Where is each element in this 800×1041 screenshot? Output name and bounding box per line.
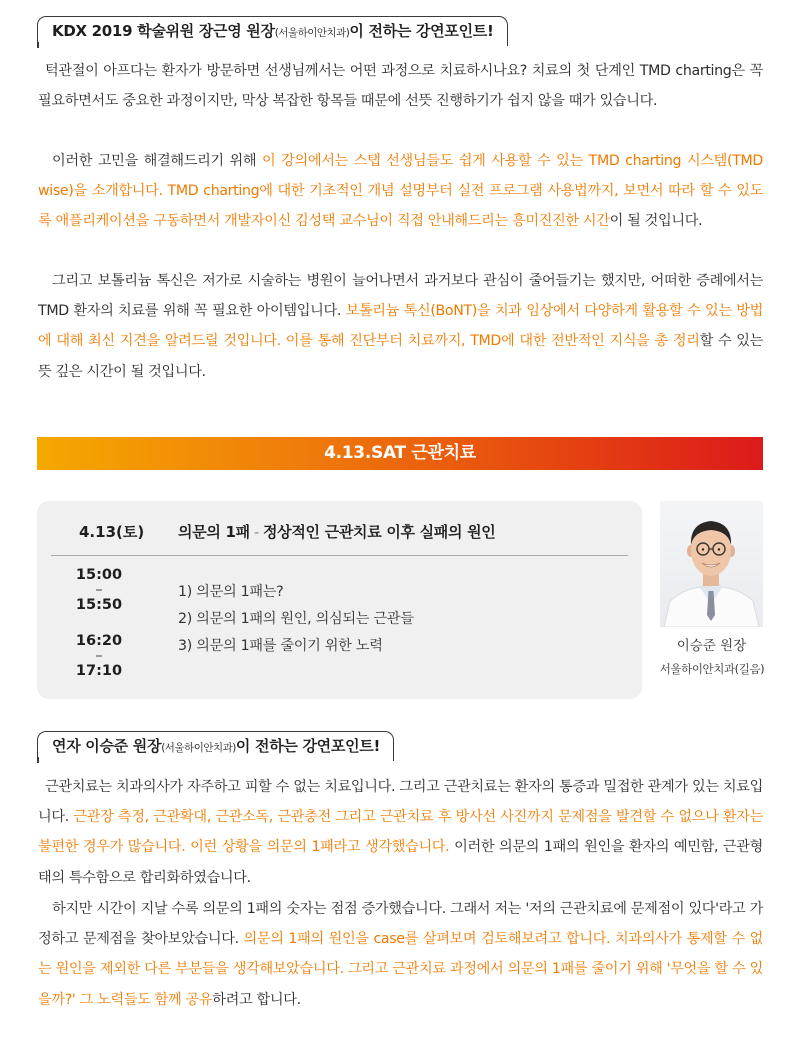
list-item: 2) 의문의 1패의 원인, 의심되는 근관들 [178,611,414,627]
session-title-sub: 정상적인 근관치료 이후 실패의 원인 [262,523,496,541]
session-title-dash: - [253,523,259,541]
section1-heading-affiliation: (서울하이안치과) [274,27,350,39]
list-item: 1) 의문의 1패는? [178,584,284,600]
section1-paragraph-2 [38,146,763,237]
session-divider [51,555,628,556]
section1-heading-main: KDX 2019 학술위원 장근영 원장 [52,22,275,40]
section1-paragraph-3-highlight: 보톨리늄 톡신(BoNT)을 치과 임상에서 다양하게 활용할 수 있는 방법에 대해 최신 지견을 알려드릴 것입니다. 이를 통해 진단부터 치료까지, TMD에 대한 전반적인 지식을 총 정리 [38,303,763,350]
section1-paragraph-2-text-b: 이 될 것입니다. [609,213,703,230]
section2-paragraph-1 [38,772,763,893]
session-topic-list [178,579,414,660]
session-title [178,517,496,547]
section1-heading [37,16,508,46]
time-slot-2-separator: – [95,648,103,664]
section1-heading-tail: 이 전하는 강연포인트! [349,22,494,40]
section2-paragraph-2-highlight: 의문의 1패의 원인을 case를 살펴보며 검토해보려고 합니다. 치과의사가 통제할 수 없는 원인을 제외한 다른 부분들을 생각해보았습니다. 그리고 근관치료 과정에서 의문의 1패를 줄이기 위해 '무엇을 할 수 있을까?' 그 노력들도 함께 공유 [38,931,763,1008]
section1-paragraph-3-text-b: 할 수 있는 뜻 깊은 시간이 될 것입니다. [38,333,764,380]
time-slot-1 [59,565,139,615]
session-date: 4.13(토) [79,523,145,541]
section1-paragraph-2-highlight: 이 강의에서는 스탭 선생님들도 쉽게 사용할 수 있는 TMD charting 시스템(TMD wise)을 소개합니다. TMD charting에 대한 기초적인 개념 설명부터 실전 프로그램 사용법까지, 보면서 따라 할 수 있도록 애플리케이션을 구동하면서 개발자이신 김성택 교수님이 직접 안내해드리는 흥미진진한 시간 [38,153,763,230]
time-slot-2 [59,631,139,681]
speaker-name: 이승준 원장 [676,638,747,654]
speaker-portrait-icon [660,501,763,627]
section1-paragraph-1-text: 턱관절이 아프다는 환자가 방문하면 선생님께서는 어떤 과정으로 치료하시나요? 치료의 첫 단계인 TMD charting은 꼭 필요하면서도 중요한 과정이지만, 막상 복잡한 항목들 때문에 선뜻 진행하기가 쉽지 않을 때가 있습니다. [38,63,763,110]
time-slot-2-end: 17:10 [75,663,123,679]
section2-paragraph-2-text-b: 하려고 합니다. [212,991,301,1008]
speaker-photo [660,501,763,627]
section2-heading [37,731,394,761]
section2-heading-main: 연자 이승준 원장 [52,737,162,755]
section1-paragraph-1 [38,56,763,116]
section2-heading-affiliation: (서울하이안치과) [161,742,236,754]
session-title-main: 의문의 1패 [178,523,250,541]
section1-paragraph-3-text-a: 그리고 보톨리늄 톡신은 저가로 시술하는 병원이 늘어나면서 과거보다 관심이 줄어들기는 했지만, 어떠한 증례에서는 TMD 환자의 치료를 위해 꼭 필요한 아이템입니다. [38,273,763,320]
speaker-affiliation: 서울하이안치과(길음) [659,662,765,676]
session-card [37,501,642,699]
session-date-banner: 4.13.SAT 근관치료 [37,437,763,470]
section1-paragraph-2-text-a: 이러한 고민을 해결해드리기 위해 [52,153,263,169]
section2-paragraph-1-text-a: 근관치료는 치과의사가 자주하고 피할 수 없는 치료입니다. 그리고 근관치료는 환자의 통증과 밀접한 관계가 있는 치료입니다. [38,779,763,826]
section2-paragraph-2-text-a: 하지만 시간이 지날 수록 의문의 1패의 숫자는 점점 증가했습니다. 그래서 저는 '저의 근관치료에 문제점이 있다'라고 가정하고 문제점을 찾아보았습니다. [38,901,763,948]
list-item: 3) 의문의 1패를 줄이기 위한 노력 [178,638,383,654]
time-slot-1-separator: – [95,582,103,598]
section2-paragraph-2 [38,894,763,1015]
section1-paragraph-3 [38,266,763,387]
section2-heading-tail: 이 전하는 강연포인트! [235,737,380,755]
section2-paragraph-1-text-b: 이러한 의문의 1패의 원인을 환자의 예민함, 근관형태의 특수함으로 합리화하였습니다. [38,839,763,886]
section2-paragraph-1-highlight: 근관장 측정, 근관확대, 근관소독, 근관충전 그리고 근관치료 후 방사선 사진까지 문제점을 발견할 수 없으나 환자는 불편한 경우가 많습니다. 이런 상황을 의문의 1패라고 생각했습니다. [38,809,763,856]
time-slot-1-start: 15:00 [75,567,123,583]
time-slot-1-end: 15:50 [75,597,123,613]
time-slot-2-start: 16:20 [75,633,123,649]
